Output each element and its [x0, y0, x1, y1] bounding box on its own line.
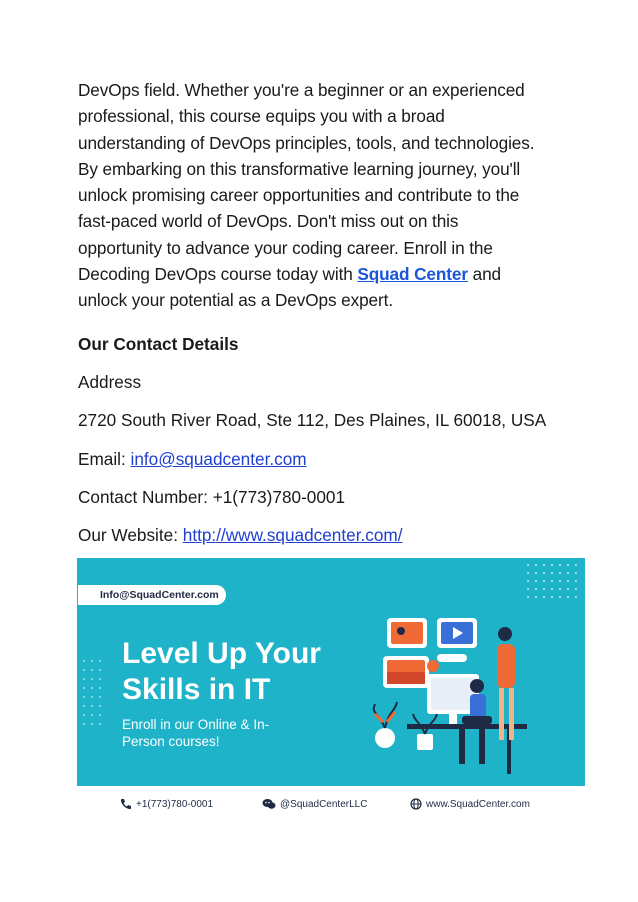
address-label: Address	[78, 372, 142, 392]
email-pill: Info@SquadCenter.com	[78, 585, 226, 605]
paragraph-line: understanding of DevOps principles, tools, and technologies.	[78, 132, 535, 153]
subline-text: Person courses!	[122, 734, 220, 749]
headline-line: Level Up Your	[122, 637, 321, 670]
paragraph-line	[78, 261, 578, 287]
footer-phone-text: +1(773)780-0001	[136, 798, 214, 810]
footer-web	[410, 798, 530, 810]
website-label: Our Website:	[78, 525, 183, 545]
banner-headline	[122, 636, 321, 708]
phone-icon	[120, 798, 132, 810]
email-link[interactable]: info@squadcenter.com	[130, 449, 307, 469]
dot-grid-decoration	[525, 562, 585, 606]
globe-icon	[410, 798, 422, 810]
banner-subline	[122, 716, 312, 750]
paragraph-line: professional, this course equips you with a broad	[78, 106, 445, 127]
website-link[interactable]: http://www.squadcenter.com/	[182, 525, 403, 545]
squad-center-link[interactable]: Squad Center	[357, 264, 468, 285]
email-label: Email:	[78, 449, 131, 469]
paragraph-line: DevOps field. Whether you're a beginner or an experienced	[78, 80, 525, 100]
subline-text: Enroll in our Online & In-	[122, 717, 270, 732]
paragraph-line: fast-paced world of DevOps. Don't miss out on this	[78, 211, 459, 232]
paragraph-line: opportunity to advance your coding career. Enroll in the	[78, 237, 493, 258]
phone-row: Contact Number: +1(773)780-0001	[78, 487, 346, 507]
headline-line: Skills in IT	[122, 673, 271, 706]
workspace-illustration	[367, 614, 537, 784]
footer-social-text: @SquadCenterLLC	[280, 798, 368, 810]
body-paragraph	[78, 77, 578, 314]
paragraph-line: By embarking on this transformative learning journey, you'll	[78, 158, 521, 179]
chat-icon	[262, 798, 276, 810]
website-row	[78, 525, 403, 546]
paragraph-text: and	[467, 264, 501, 285]
paragraph-line: unlock promising career opportunities and contribute to the	[78, 185, 520, 206]
paragraph-line: unlock your potential as a DevOps expert.	[78, 290, 393, 311]
email-row	[78, 449, 307, 470]
dot-grid-decoration	[81, 658, 109, 738]
address-text: 2720 South River Road, Ste 112, Des Plaines, IL 60018, USA	[78, 410, 547, 430]
contact-heading: Our Contact Details	[78, 334, 239, 354]
footer-web-text: www.SquadCenter.com	[426, 798, 530, 810]
footer-social	[262, 798, 367, 810]
footer-phone	[120, 798, 213, 810]
paragraph-text: Decoding DevOps course today with	[78, 264, 358, 285]
